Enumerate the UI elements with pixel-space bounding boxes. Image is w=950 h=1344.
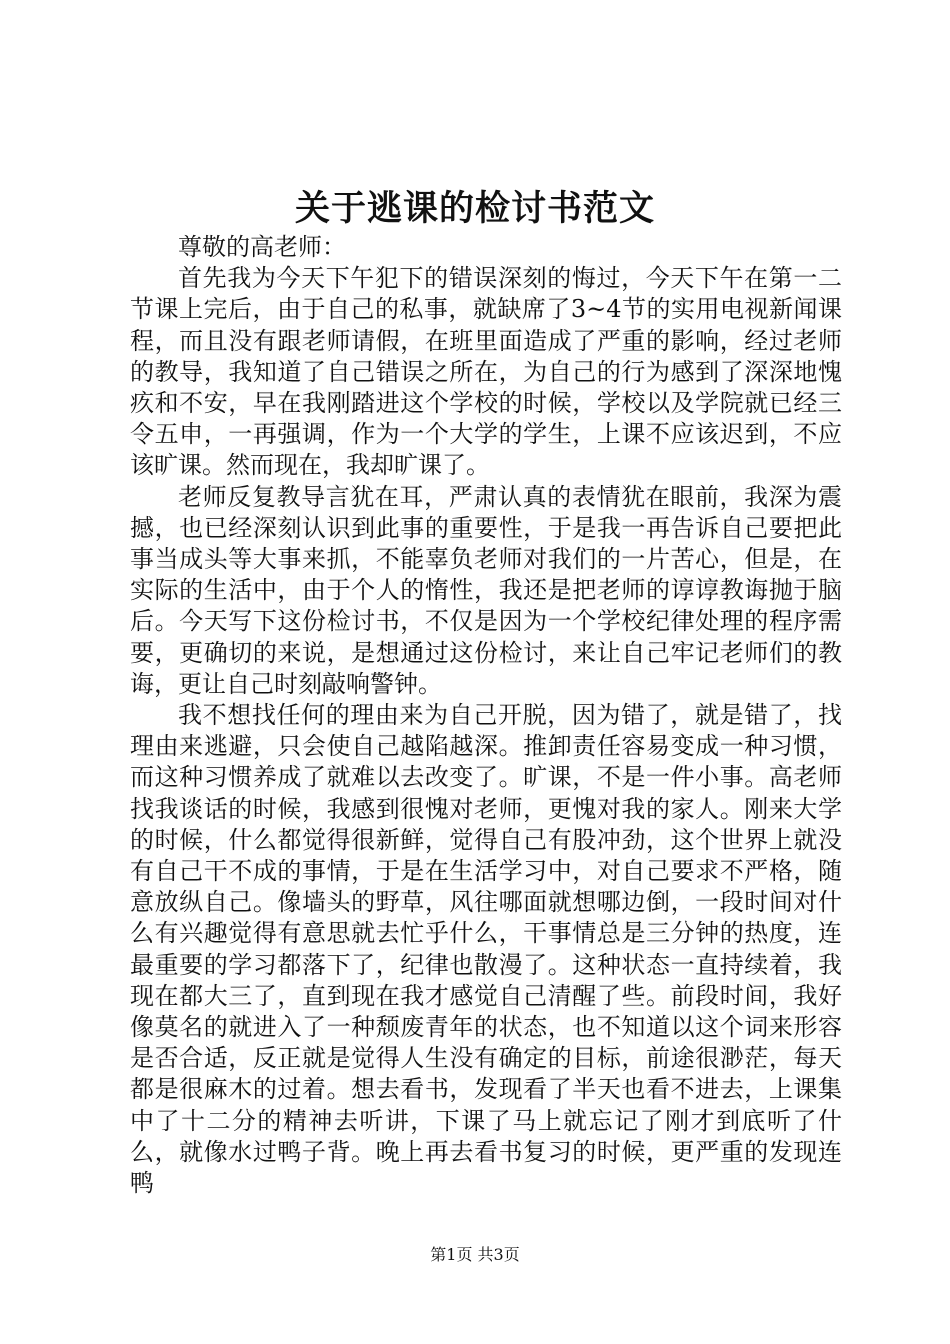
document-body — [130, 232, 842, 1199]
document-title: 关于逃课的检讨书范文 — [294, 188, 655, 229]
paragraph-2: 老师反复教导言犹在耳，严肃认真的表情犹在眼前，我深为震撼，也已经深刻认识到此事的重要性，于是我一再告诉自己要把此事当成头等大事来抓，不能辜负老师对我们的一片苦心，但是，在实际的生活中，由于个人的惰性，我还是把老师的谆谆教诲抛于脑后。今天写下这份检讨书，不仅是因为一个学校纪律处理的程序需要，更确切的来说，是想通过这份检讨，来让自己牢记老师们的教诲，更让自己时刻敲响警钟。 — [130, 482, 842, 698]
salutation: 尊敬的高老师： — [178, 233, 346, 261]
paragraph-3: 我不想找任何的理由来为自己开脱，因为错了，就是错了，找理由来逃避，只会使自己越陷越深。推卸责任容易变成一种习惯，而这种习惯养成了就难以去改变了。旷课，不是一件小事。高老师找我谈话的时候，我感到很愧对老师，更愧对我的家人。刚来大学的时候，什么都觉得很新鲜，觉得自己有股冲劲，这个世界上就没有自己干不成的事情，于是在生活学习中，对自己要求不严格，随意放纵自己。像墙头的野草，风往哪面就想哪边倒，一段时间对什么有兴趣觉得有意思就去忙乎什么，干事情总是三分钟的热度，连最重要的学习都落下了，纪律也散漫了。这种状态一直持续着，我现在都大三了，直到现在我才感觉自己清醒了些。前段时间，我好像莫名的就进入了一种颓废青年的状态，也不知道以这个词来形容是否合适，反正就是觉得人生没有确定的目标，前途很渺茫，每天都是很麻木的过着。想去看书，发现看了半天也看不进去，上课集中了十二分的精神去听讲，下课了马上就忘记了刚才到底听了什么，就像水过鸭子背。晚上再去看书复习的时候，更严重的发现连鸭 — [130, 701, 842, 1198]
page-footer: 第1页 共3页 — [430, 1245, 520, 1264]
paragraph-1: 首先我为今天下午犯下的错误深刻的悔过，今天下午在第一二节课上完后，由于自己的私事，就缺席了3~4节的实用电视新闻课程，而且没有跟老师请假，在班里面造成了严重的影响，经过老师的教导，我知道了自己错误之所在，为自己的行为感到了深深地愧疚和不安，早在我刚踏进这个学校的时候，学校以及学院就已经三令五申，一再强调，作为一个大学的学生，上课不应该迟到，不应该旷课。然而现在，我却旷课了。 — [130, 264, 842, 480]
